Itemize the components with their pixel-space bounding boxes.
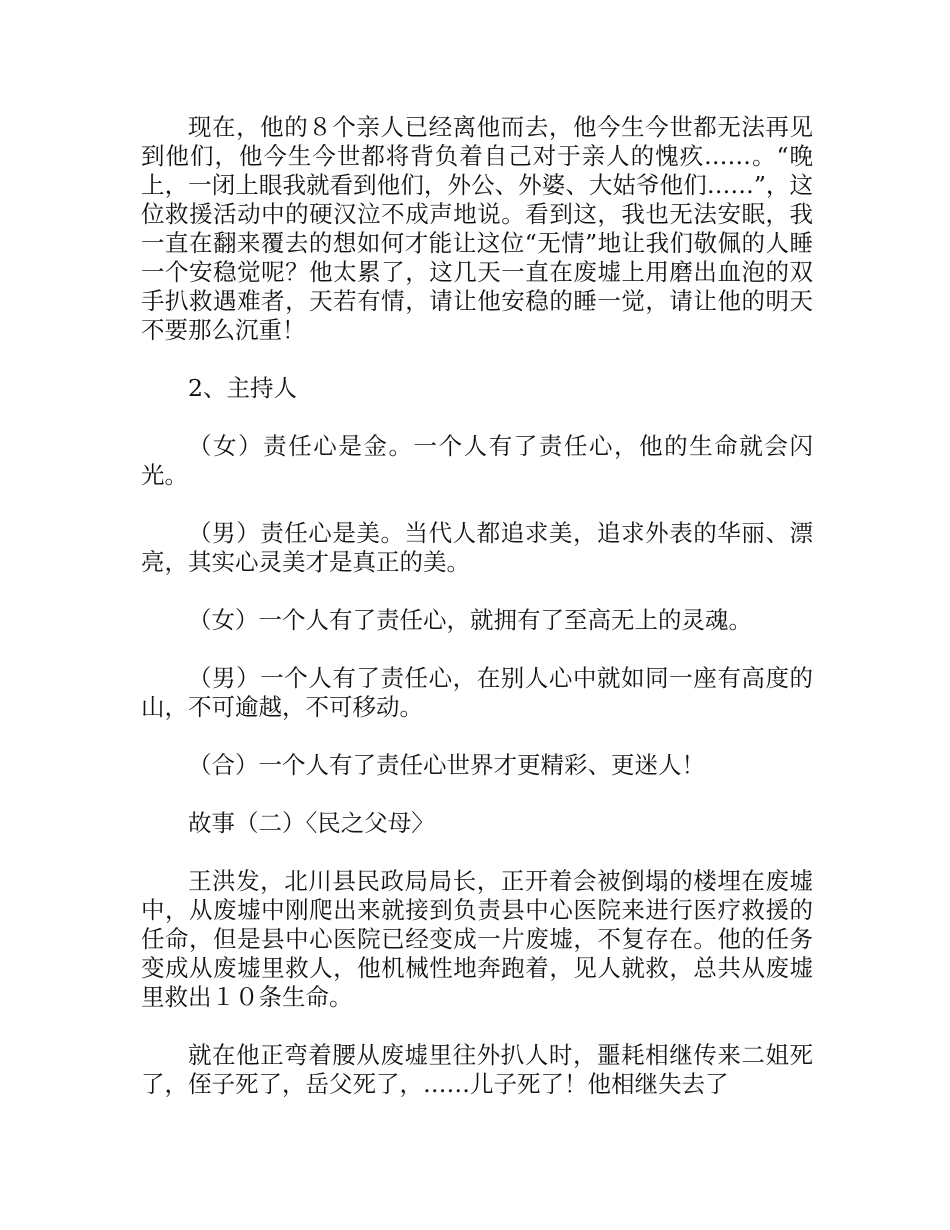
section-heading-host: 2、主持人 [188,374,297,402]
host-line-together: （合）一个人有了责任心世界才更精彩、更迷人！ [188,751,705,779]
host-line-female-2: （女）一个人有了责任心，就拥有了至高无上的灵魂。 [188,606,752,634]
paragraph-bad-news: 就在他正弯着腰从废墟里往外扒人时，噩耗相继传来二姐死了，侄子死了，岳父死了，……儿子死了！他相继失去了 [141,1041,813,1098]
host-line-male-2: （男）一个人有了责任心，在别人心中就如同一座有高度的山，不可逾越，不可移动。 [141,664,813,721]
document-body [141,113,813,1099]
story-heading-2: 故事（二）〈民之父母〉 [188,809,435,837]
host-line-male-1: （男）责任心是美。当代人都追求美，追求外表的华丽、漂亮，其实心灵美才是真正的美。 [141,519,813,576]
paragraph-wang-hongfa: 王洪发，北川县民政局局长，正开着会被倒塌的楼埋在废墟中，从废墟中刚爬出来就接到负责县中心医院来进行医疗救援的任命，但是县中心医院已经变成一片废墟，不复存在。他的任务变成从废墟里救人，他机械性地奔跑着，见人就救，总共从废墟里救出１０条生命。 [141,867,813,1011]
paragraph-relatives-lost: 现在，他的８个亲人已经离他而去，他今生今世都无法再见到他们，他今生今世都将背负着自己对于亲人的愧疚……。“晚上，一闭上眼我就看到他们，外公、外婆、大姑爷他们……”，这位救援活动中的硬汉泣不成声地说。看到这，我也无法安眠，我一直在翻来覆去的想如何才能让这位“无情”地让我们敬佩的人睡一个安稳觉呢？他太累了，这几天一直在废墟上用磨出血泡的双手扒救遇难者，天若有情，请让他安稳的睡一觉，请让他的明天不要那么沉重！ [141,113,813,344]
host-line-female-1: （女）责任心是金。一个人有了责任心，他的生命就会闪光。 [141,432,813,489]
